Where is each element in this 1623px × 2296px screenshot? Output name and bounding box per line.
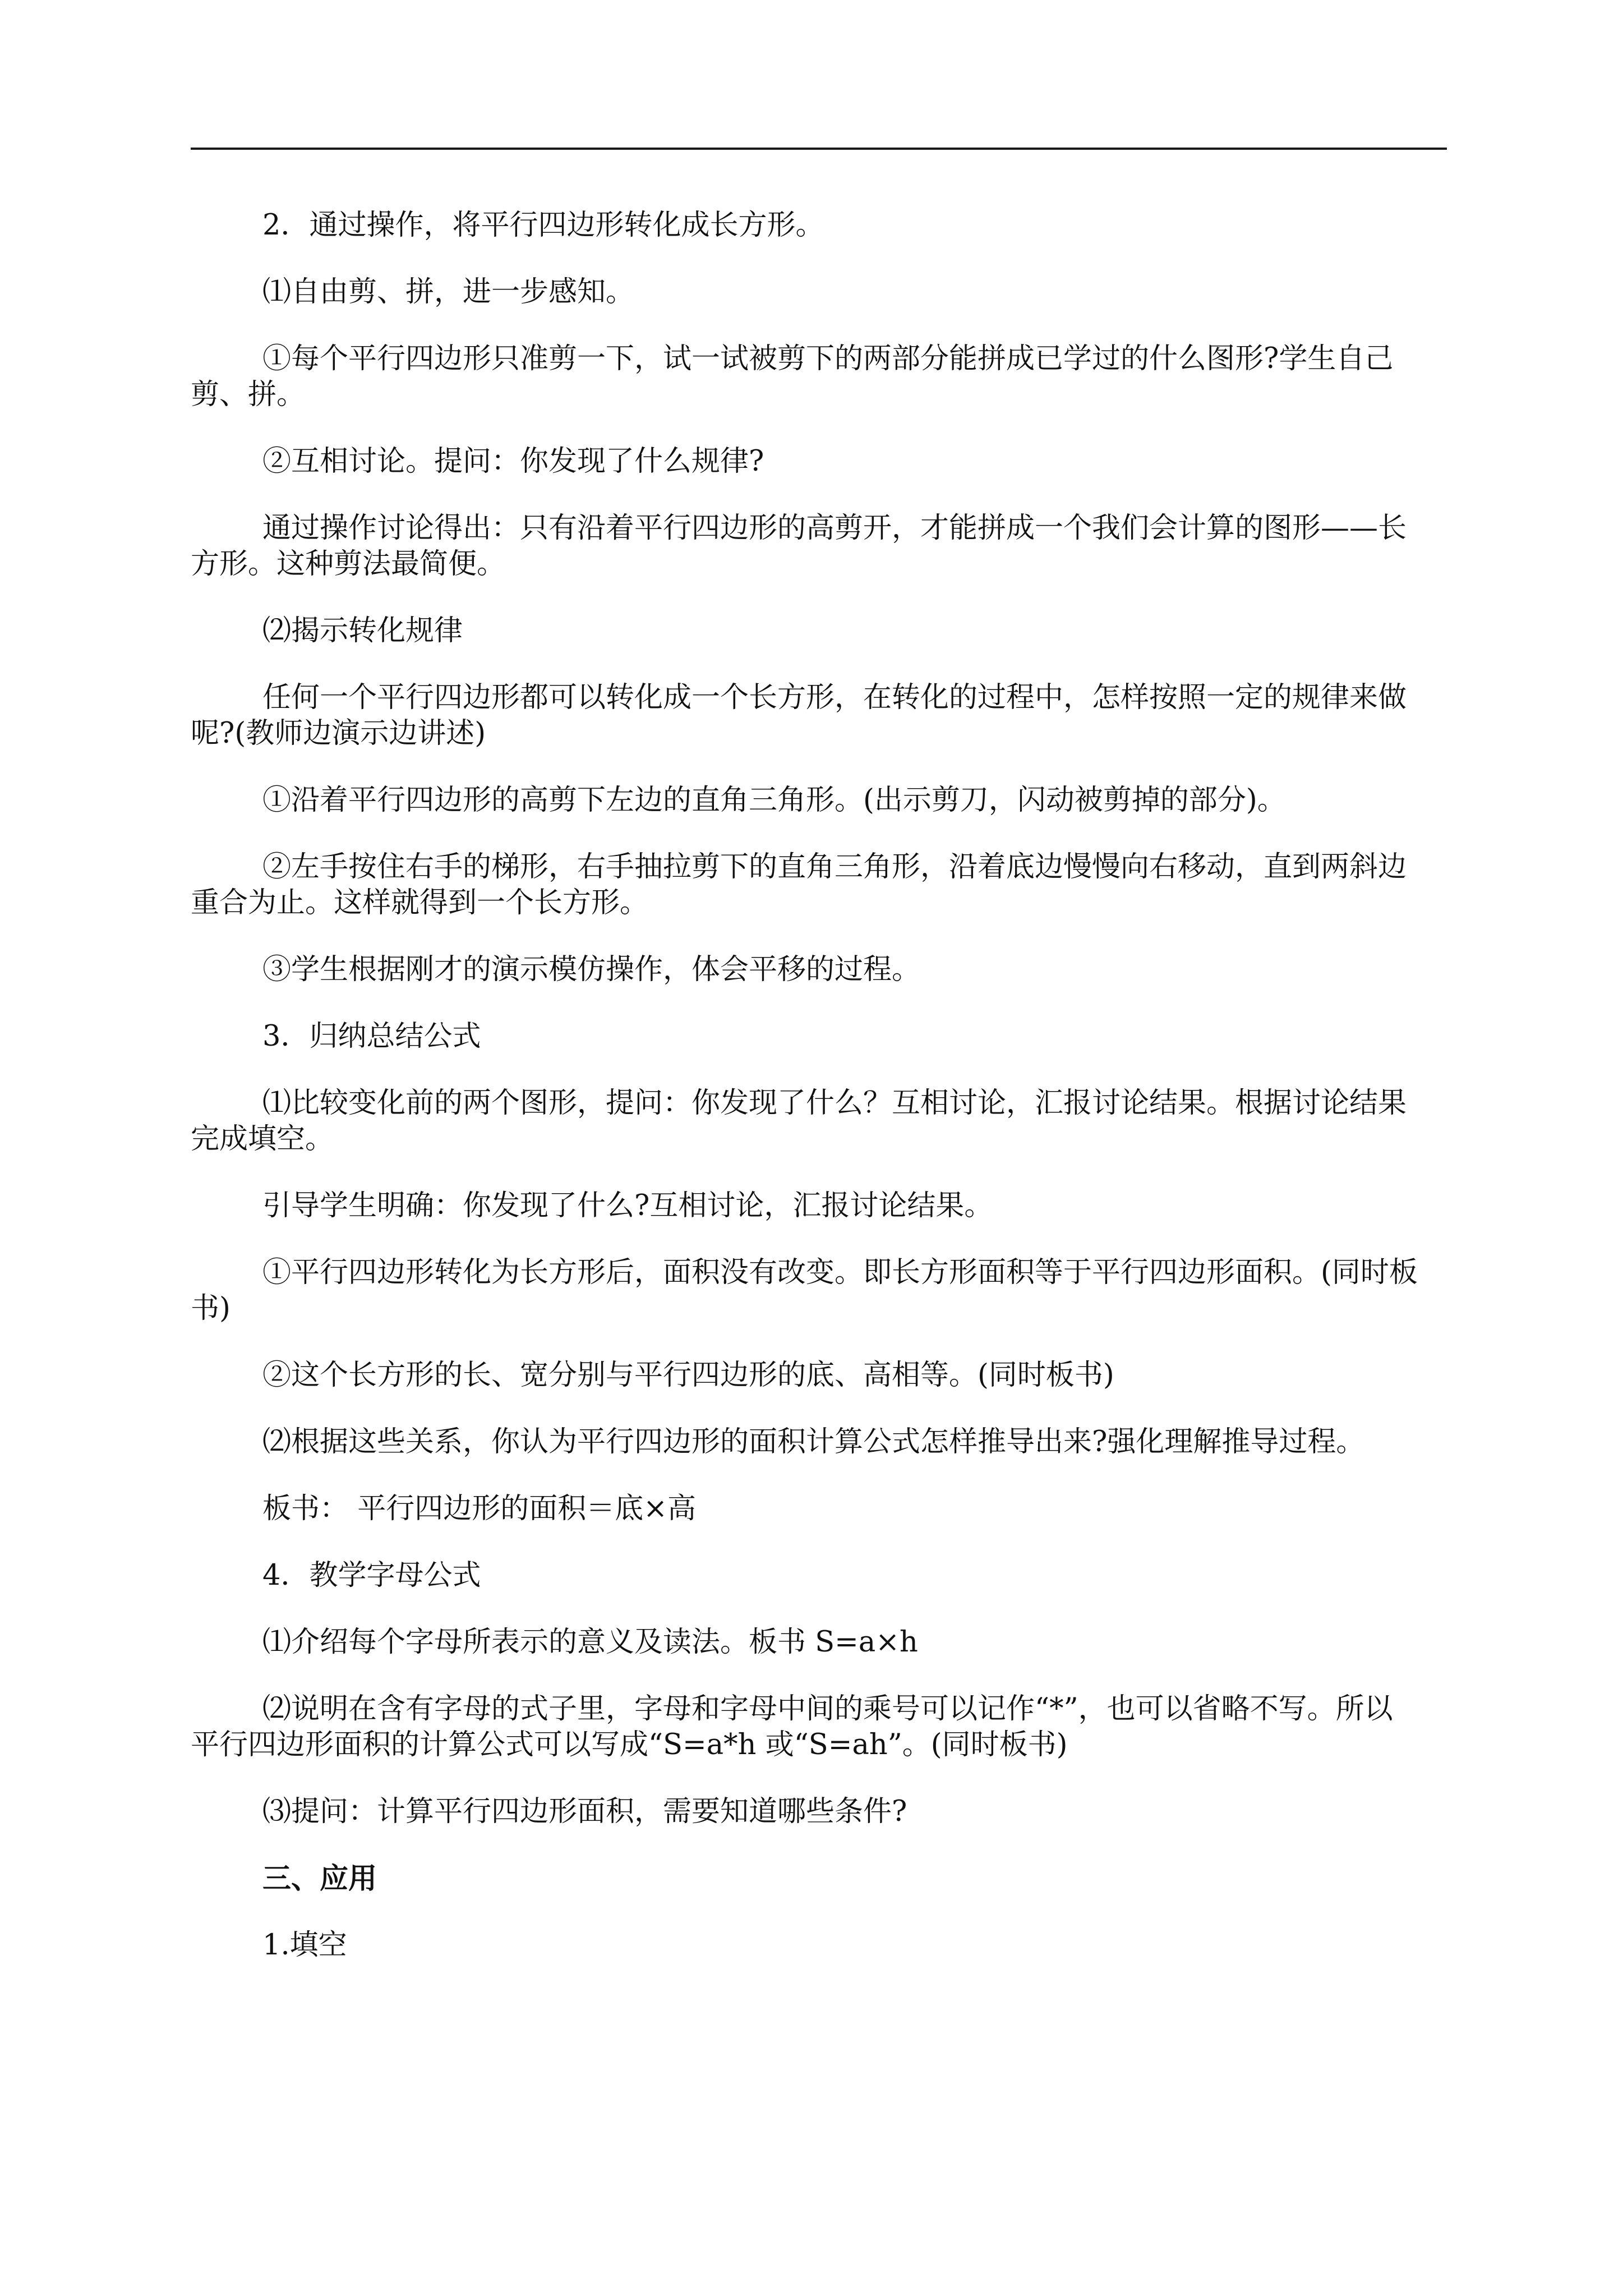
paragraph-letter-meaning: ⑴介绍每个字母所表示的意义及读法。板书 S=a×h bbox=[262, 1626, 918, 1659]
paragraph-compare: ⑴比较变化前的两个图形，提问：你发现了什么？互相讨论，汇报讨论结果。根据讨论结果完成填空。 bbox=[191, 1087, 1407, 1156]
paragraph-fill-blank: 1.填空 bbox=[262, 1929, 347, 1962]
paragraph-any-parallelogram: 任何一个平行四边形都可以转化成一个长方形，在转化的过程中，怎样按照一定的规律来做呢?(教师边演示边讲述) bbox=[191, 681, 1407, 750]
paragraph-step-2: 2．通过操作，将平行四边形转化成长方形。 bbox=[262, 209, 824, 242]
paragraph-cut-triangle: ①沿着平行四边形的高剪下左边的直角三角形。(出示剪刀，闪动被剪掉的部分)。 bbox=[262, 784, 1286, 817]
section-heading-application: 三、应用 bbox=[262, 1862, 377, 1895]
paragraph-move-triangle: ②左手按住右手的梯形，右手抽拉剪下的直角三角形，沿着底边慢慢向右移动，直到两斜边重合为止。这样就得到一个长方形。 bbox=[191, 850, 1407, 919]
document-body bbox=[191, 208, 1419, 1994]
paragraph-derive-formula: ⑵根据这些关系，你认为平行四边形的面积计算公式怎样推导出来?强化理解推导过程。 bbox=[262, 1425, 1365, 1458]
paragraph-imitate: ③学生根据刚才的演示模仿操作，体会平移的过程。 bbox=[262, 953, 921, 986]
paragraph-conclusion: 通过操作讨论得出：只有沿着平行四边形的高剪开，才能拼成一个我们会计算的图形——长方形。这种剪法最简便。 bbox=[191, 512, 1407, 581]
header-rule bbox=[191, 148, 1447, 150]
paragraph-ask-conditions: ⑶提问：计算平行四边形面积，需要知道哪些条件? bbox=[262, 1795, 907, 1828]
paragraph-multiplication-sign: ⑵说明在含有字母的式子里，字母和字母中间的乘号可以记作“*”，也可以省略不写。所以平行四边形面积的计算公式可以写成“S=a*h 或“S=ah”。(同时板书) bbox=[191, 1692, 1393, 1761]
paragraph-sides-equal: ②这个长方形的长、宽分别与平行四边形的底、高相等。(同时板书) bbox=[262, 1359, 1114, 1392]
paragraph-discuss: ②互相讨论。提问：你发现了什么规律? bbox=[262, 445, 764, 478]
paragraph-cut-once: ①每个平行四边形只准剪一下，试一试被剪下的两部分能拼成已学过的什么图形?学生自己剪、拼。 bbox=[191, 342, 1394, 411]
paragraph-step-4: 4．教学字母公式 bbox=[262, 1559, 481, 1592]
paragraph-reveal-rule: ⑵揭示转化规律 bbox=[262, 614, 463, 647]
paragraph-cut-and-join: ⑴自由剪、拼，进一步感知。 bbox=[262, 275, 635, 309]
paragraph-board-formula: 板书： 平行四边形的面积＝底×高 bbox=[262, 1492, 696, 1525]
paragraph-step-3: 3．归纳总结公式 bbox=[262, 1020, 481, 1053]
paragraph-area-unchanged: ①平行四边形转化为长方形后，面积没有改变。即长方形面积等于平行四边形面积。(同时板书) bbox=[191, 1256, 1418, 1325]
paragraph-guide: 引导学生明确：你发现了什么?互相讨论，汇报讨论结果。 bbox=[262, 1189, 993, 1222]
